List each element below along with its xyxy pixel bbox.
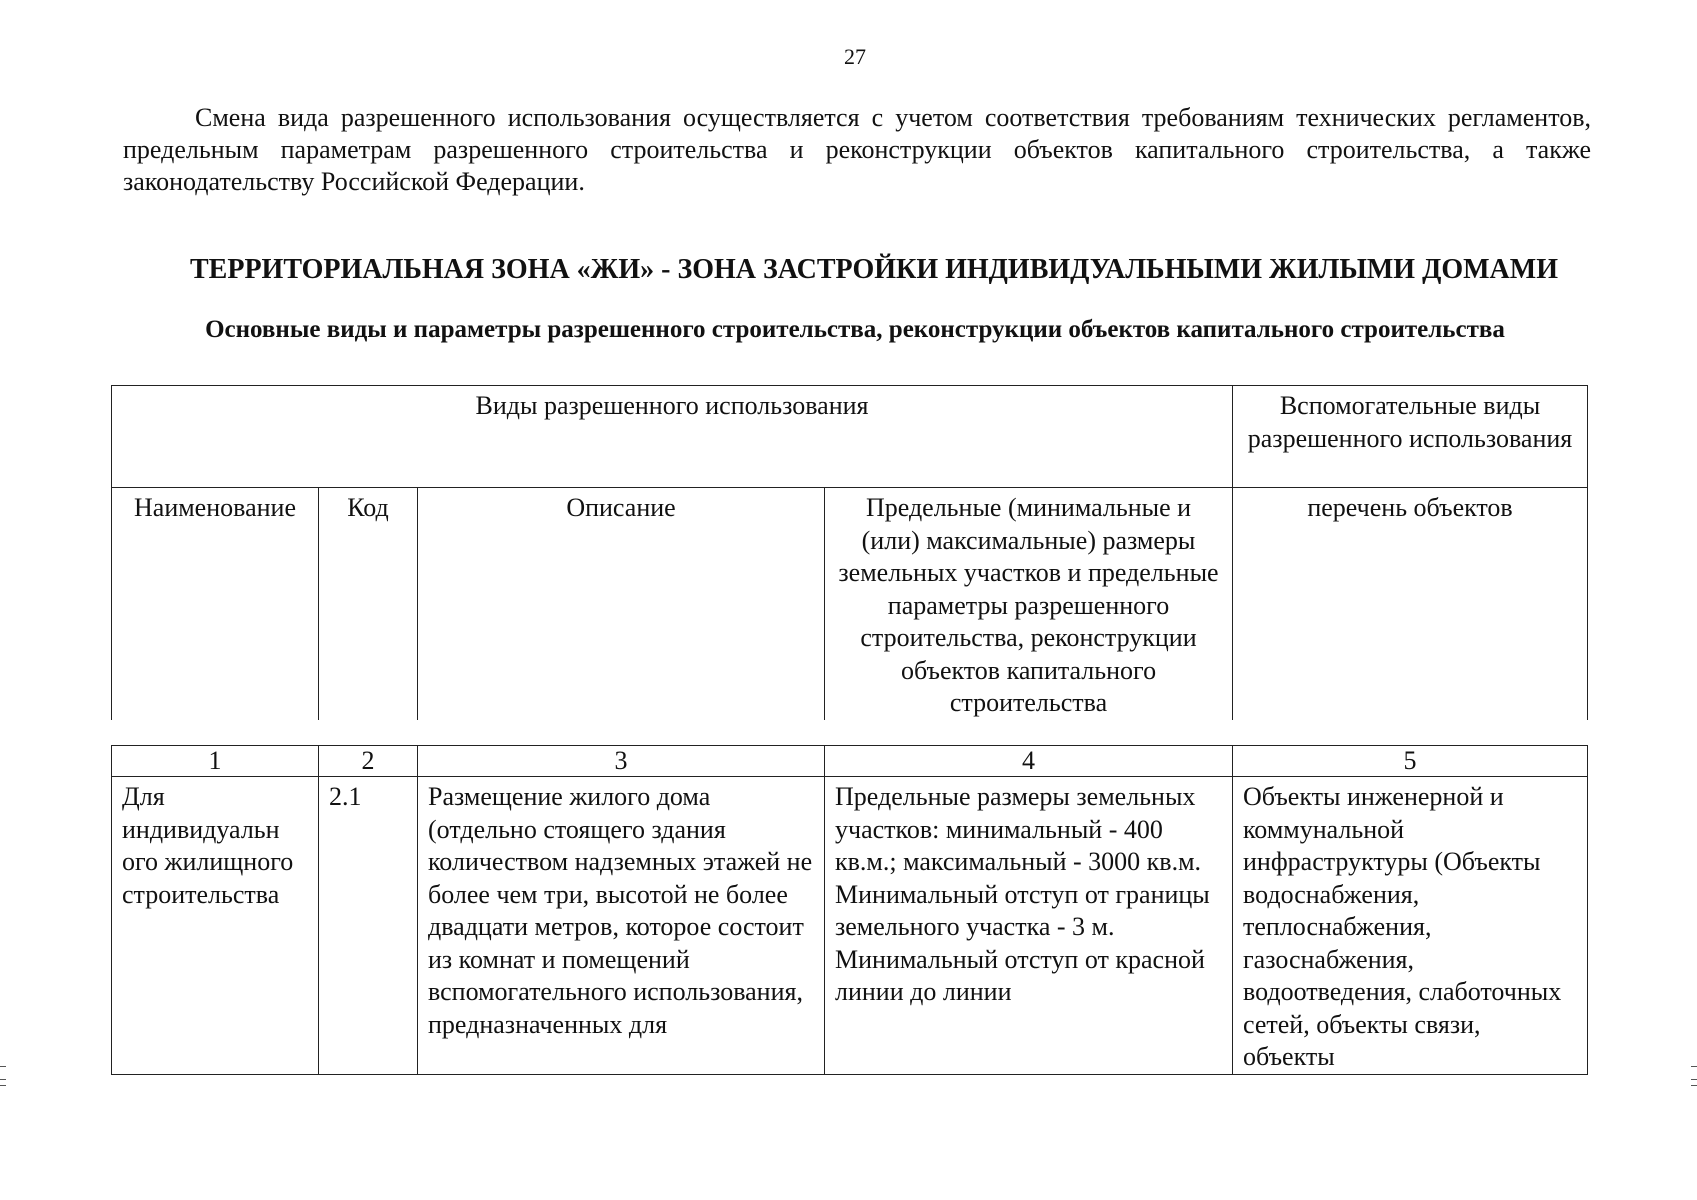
cell-name: Для индивидуальн ого жилищного строительства [112,777,319,1075]
cell-code: 2.1 [319,777,418,1075]
column-number: 5 [1233,746,1588,777]
table-row [112,777,1588,1075]
table-header [111,385,1588,720]
header-columns-row [112,488,1588,720]
column-number: 4 [825,746,1233,777]
scan-mark [0,1079,6,1080]
zone-title: ТЕРРИТОРИАЛЬНАЯ ЗОНА «ЖИ» - ЗОНА ЗАСТРОЙКИ ИНДИВИДУАЛЬНЫМИ ЖИЛЫМИ ДОМАМИ [190,254,1558,285]
scan-mark [0,1085,6,1086]
page-number: 27 [844,44,866,69]
column-header-aux-objects: перечень объектов [1233,488,1588,720]
scan-mark [1691,1085,1697,1086]
cell-limits: Предельные размеры земельных участков: минимальный - 400 кв.м.; максимальный - 3000 кв.м. Минимальный отступ от границы земельного участка - 3 м. Минимальный отступ от красной линии до линии [825,777,1233,1075]
column-number-row [112,746,1588,777]
header-group-row [112,386,1588,488]
section-title: Основные виды и параметры разрешенного строительства, реконструкции объектов капитального строительства [205,316,1505,343]
intro-paragraph: Смена вида разрешенного использования осуществляется с учетом соответствия требованиям технических регламентов, предельным параметрам разрешенного строительства и реконструкции объектов капитального строительства, а также законодательству Российской Федерации. [123,103,1591,196]
column-header-name: Наименование [112,488,319,720]
table-body [111,745,1588,1075]
column-number: 2 [319,746,418,777]
cell-aux-objects: Объекты инженерной и коммунальной инфраструктуры (Объекты водоснабжения, теплоснабжения, газоснабжения, водоотведения, слаботочных сетей, объекты связи, объекты [1233,777,1588,1075]
scan-mark [1691,1079,1697,1080]
cell-description: Размещение жилого дома (отдельно стоящего здания количеством надземных этажей не более чем три, высотой не более двадцати метров, которое состоит из комнат и помещений вспомогательного использования, предназначенных для [418,777,825,1075]
column-number: 1 [112,746,319,777]
header-main-group: Виды разрешенного использования [112,386,1233,488]
scan-mark [0,1066,6,1067]
column-header-description: Описание [418,488,825,720]
column-number: 3 [418,746,825,777]
scan-mark [1691,1066,1697,1067]
column-header-code: Код [319,488,418,720]
header-aux-group: Вспомогательные виды разрешенного использования [1233,386,1588,488]
column-header-limits: Предельные (минимальные и (или) максимальные) размеры земельных участков и предельные параметры разрешенного строительства, реконструкции объектов капитального строительства [825,488,1233,720]
